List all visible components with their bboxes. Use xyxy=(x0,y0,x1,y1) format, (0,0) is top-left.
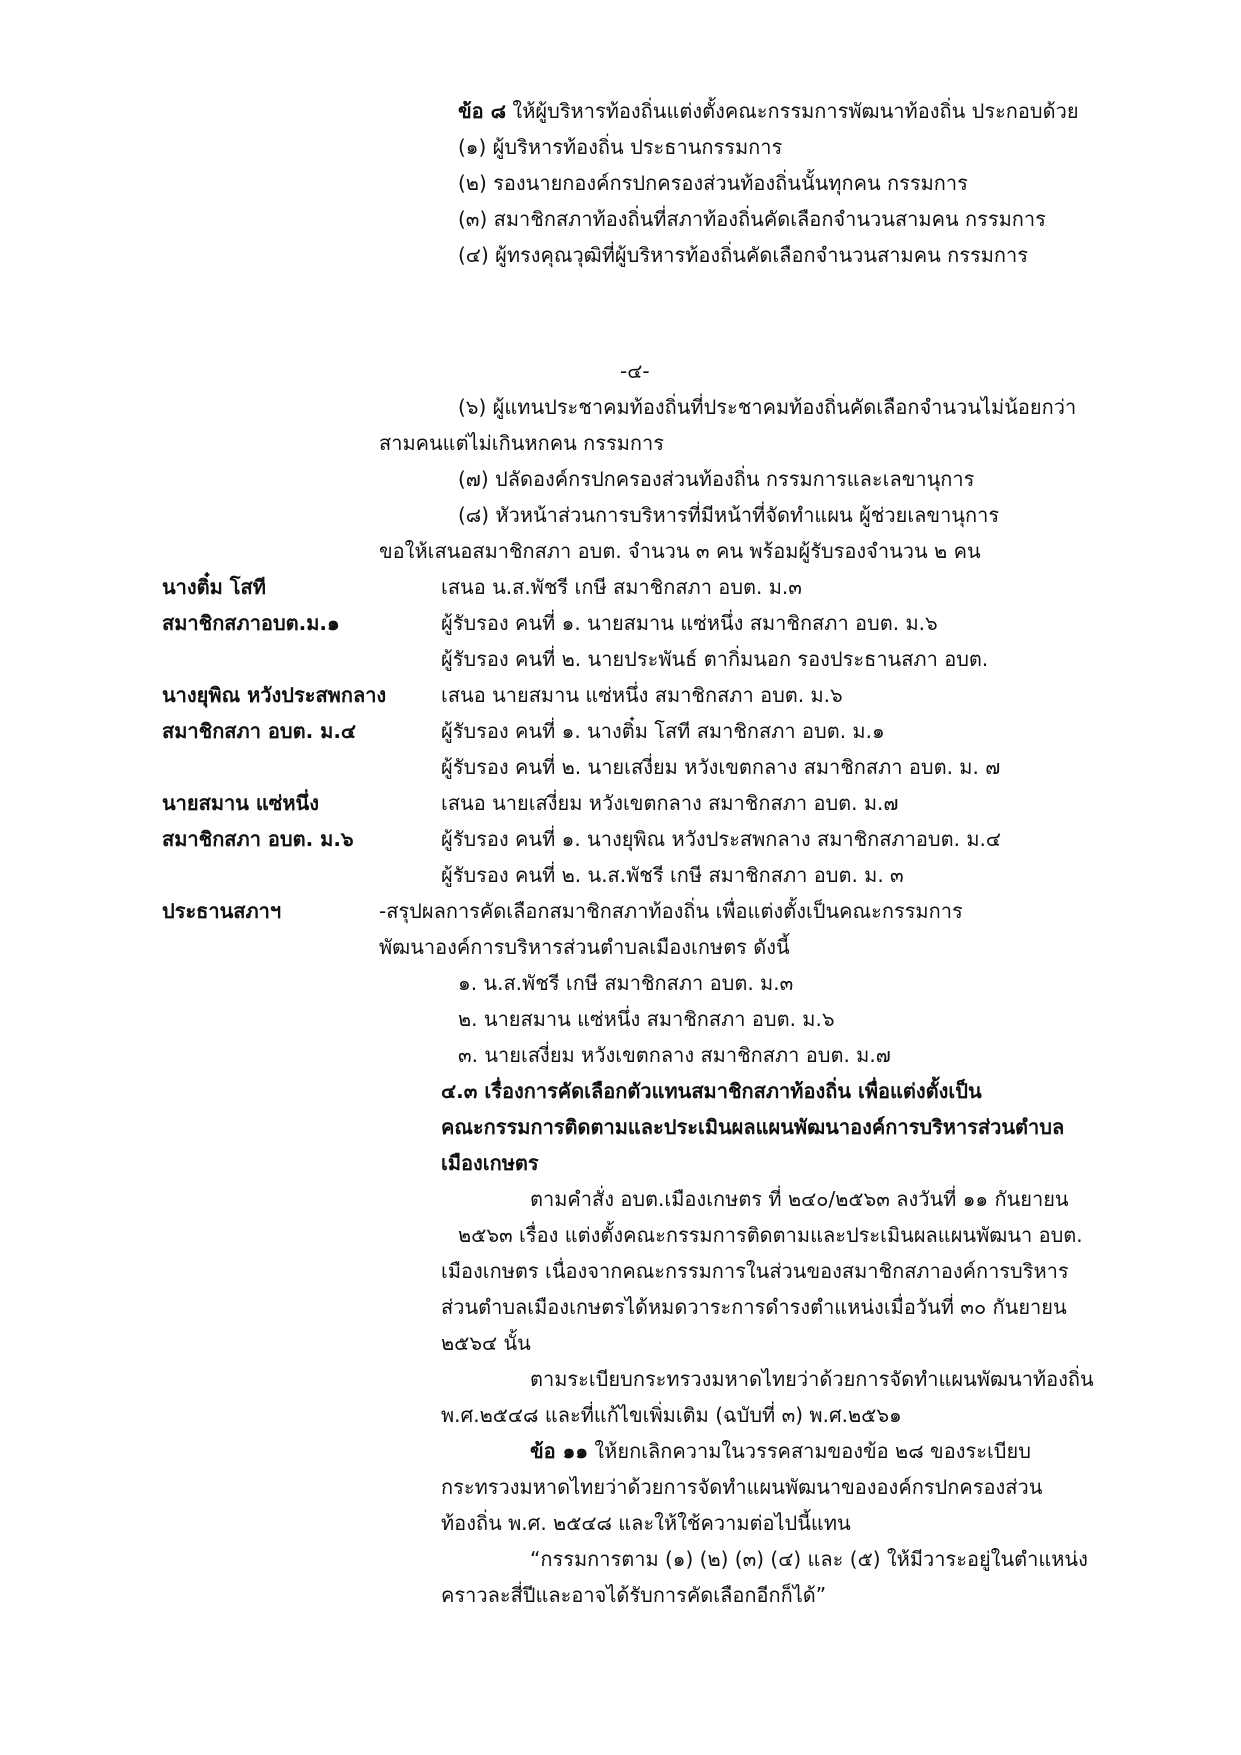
nomination-line: ผู้รับรอง คนที่ ๑. นายสมาน แซ่หนึ่ง สมาชิกสภา อบต. ม.๖ xyxy=(441,611,938,635)
paragraph-line: ๒๕๖๓ เรื่อง แต่งตั้งคณะกรรมการติดตามและประเมินผลแผนพัฒนา อบต. xyxy=(458,1223,1083,1247)
quote-line: “กรรมการตาม (๑) (๒) (๓) (๔) และ (๕) ให้มีวาระอยู่ในตำแหน่ง xyxy=(530,1547,1088,1571)
paragraph-line: ๒๕๖๔ นั้น xyxy=(441,1331,531,1355)
section-heading: เมืองเกษตร xyxy=(441,1151,539,1175)
clause-8-label: ข้อ ๘ xyxy=(458,99,507,123)
speaker-name: นางติ๋ม โสที xyxy=(162,575,266,599)
paragraph-line: พ.ศ.๒๕๔๘ และที่แก้ไขเพิ่มเติม (ฉบับที่ ๓) พ.ศ.๒๕๖๑ xyxy=(441,1403,902,1427)
speaker-role: สมาชิกสภาอบต.ม.๑ xyxy=(162,611,340,635)
member-item-6: (๖) ผู้แทนประชาคมท้องถิ่นที่ประชาคมท้องถิ่นคัดเลือกจำนวนไม่น้อยกว่า xyxy=(458,395,1077,419)
clause-8-item: (๑) ผู้บริหารท้องถิ่น ประธานกรรมการ xyxy=(458,135,783,159)
clause-11-text: ให้ยกเลิกความในวรรคสามของข้อ ๒๘ ของระเบียบ xyxy=(588,1439,1031,1463)
clause-11-heading xyxy=(530,1437,1031,1465)
clause-8-item: (๔) ผู้ทรงคุณวุฒิที่ผู้บริหารท้องถิ่นคัดเลือกจำนวนสามคน กรรมการ xyxy=(458,243,1028,267)
speaker-name: นายสมาน แซ่หนึ่ง xyxy=(162,791,319,815)
speaker-role: สมาชิกสภา อบต. ม.๔ xyxy=(162,719,357,743)
clause-8-item: (๒) รองนายกองค์กรปกครองส่วนท้องถิ่นนั้นทุกคน กรรมการ xyxy=(458,171,968,195)
nomination-line: ผู้รับรอง คนที่ ๑. นางติ๋ม โสที สมาชิกสภา อบต. ม.๑ xyxy=(441,719,885,743)
section-heading: ๔.๓ เรื่องการคัดเลือกตัวแทนสมาชิกสภาท้องถิ่น เพื่อแต่งตั้งเป็น xyxy=(441,1079,982,1103)
clause-8-heading xyxy=(458,97,1079,125)
nomination-line: ผู้รับรอง คนที่ ๑. นางยุพิณ หวังประสพกลาง สมาชิกสภาอบต. ม.๔ xyxy=(441,827,1001,851)
result-item: ๑. น.ส.พัชรี เกษี สมาชิกสภา อบต. ม.๓ xyxy=(458,971,794,995)
speaker-name: นางยุพิณ หวังประสพกลาง xyxy=(162,683,387,707)
speaker-name: ประธานสภาฯ xyxy=(162,899,282,923)
paragraph-line: กระทรวงมหาดไทยว่าด้วยการจัดทำแผนพัฒนาขององค์กรปกครองส่วน xyxy=(441,1475,1043,1499)
paragraph-line: ส่วนตำบลเมืองเกษตรได้หมดวาระการดำรงตำแหน่งเมื่อวันที่ ๓๐ กันยายน xyxy=(441,1295,1067,1319)
nomination-request: ขอให้เสนอสมาชิกสภา อบต. จำนวน ๓ คน พร้อมผู้รับรองจำนวน ๒ คน xyxy=(379,539,981,563)
result-item: ๒. นายสมาน แซ่หนึ่ง สมาชิกสภา อบต. ม.๖ xyxy=(458,1007,835,1031)
nomination-line: ผู้รับรอง คนที่ ๒. นายเสงี่ยม หวังเขตกลาง สมาชิกสภา อบต. ม. ๗ xyxy=(441,755,1001,779)
clause-8-item: (๓) สมาชิกสภาท้องถิ่นที่สภาท้องถิ่นคัดเลือกจำนวนสามคน กรรมการ xyxy=(458,207,1046,231)
paragraph-line: ท้องถิ่น พ.ศ. ๒๕๔๘ และให้ใช้ความต่อไปนี้แทน xyxy=(441,1511,851,1535)
clause-8-text: ให้ผู้บริหารท้องถิ่นแต่งตั้งคณะกรรมการพัฒนาท้องถิ่น ประกอบด้วย xyxy=(506,99,1079,123)
member-item-8: (๘) หัวหน้าส่วนการบริหารที่มีหน้าที่จัดทำแผน ผู้ช่วยเลขานุการ xyxy=(458,503,1000,527)
result-item: ๓. นายเสงี่ยม หวังเขตกลาง สมาชิกสภา อบต. ม.๗ xyxy=(458,1043,891,1067)
nomination-line: ผู้รับรอง คนที่ ๒. น.ส.พัชรี เกษี สมาชิกสภา อบต. ม. ๓ xyxy=(441,863,904,887)
section-heading: คณะกรรมการติดตามและประเมินผลแผนพัฒนาองค์การบริหารส่วนตำบล xyxy=(441,1115,1065,1139)
nomination-line: ผู้รับรอง คนที่ ๒. นายประพันธ์ ตากิ่มนอก รองประธานสภา อบต. xyxy=(441,647,989,671)
summary-line-cont: พัฒนาองค์การบริหารส่วนตำบลเมืองเกษตร ดังนี้ xyxy=(379,935,790,959)
quote-line: คราวละสี่ปีและอาจได้รับการคัดเลือกอีกก็ได้” xyxy=(441,1583,827,1607)
nomination-line: เสนอ นายเสงี่ยม หวังเขตกลาง สมาชิกสภา อบต. ม.๗ xyxy=(441,791,899,815)
member-item-7: (๗) ปลัดองค์กรปกครองส่วนท้องถิ่น กรรมการและเลขานุการ xyxy=(458,467,975,491)
page-number: -๔- xyxy=(620,359,650,383)
member-item-6-cont: สามคนแต่ไม่เกินหกคน กรรมการ xyxy=(379,431,664,455)
speaker-role: สมาชิกสภา อบต. ม.๖ xyxy=(162,827,354,851)
nomination-line: เสนอ น.ส.พัชรี เกษี สมาชิกสภา อบต. ม.๓ xyxy=(441,575,802,599)
paragraph-line: ตามคำสั่ง อบต.เมืองเกษตร ที่ ๒๔๐/๒๕๖๓ ลงวันที่ ๑๑ กันยายน xyxy=(530,1187,1069,1211)
paragraph-line: ตามระเบียบกระทรวงมหาดไทยว่าด้วยการจัดทำแผนพัฒนาท้องถิ่น xyxy=(530,1367,1094,1391)
clause-11-label: ข้อ ๑๑ xyxy=(530,1439,589,1463)
summary-line: -สรุปผลการคัดเลือกสมาชิกสภาท้องถิ่น เพื่อแต่งตั้งเป็นคณะกรรมการ xyxy=(379,899,963,923)
nomination-line: เสนอ นายสมาน แซ่หนึ่ง สมาชิกสภา อบต. ม.๖ xyxy=(441,683,843,707)
paragraph-line: เมืองเกษตร เนื่องจากคณะกรรมการในส่วนของสมาชิกสภาองค์การบริหาร xyxy=(441,1259,1069,1283)
